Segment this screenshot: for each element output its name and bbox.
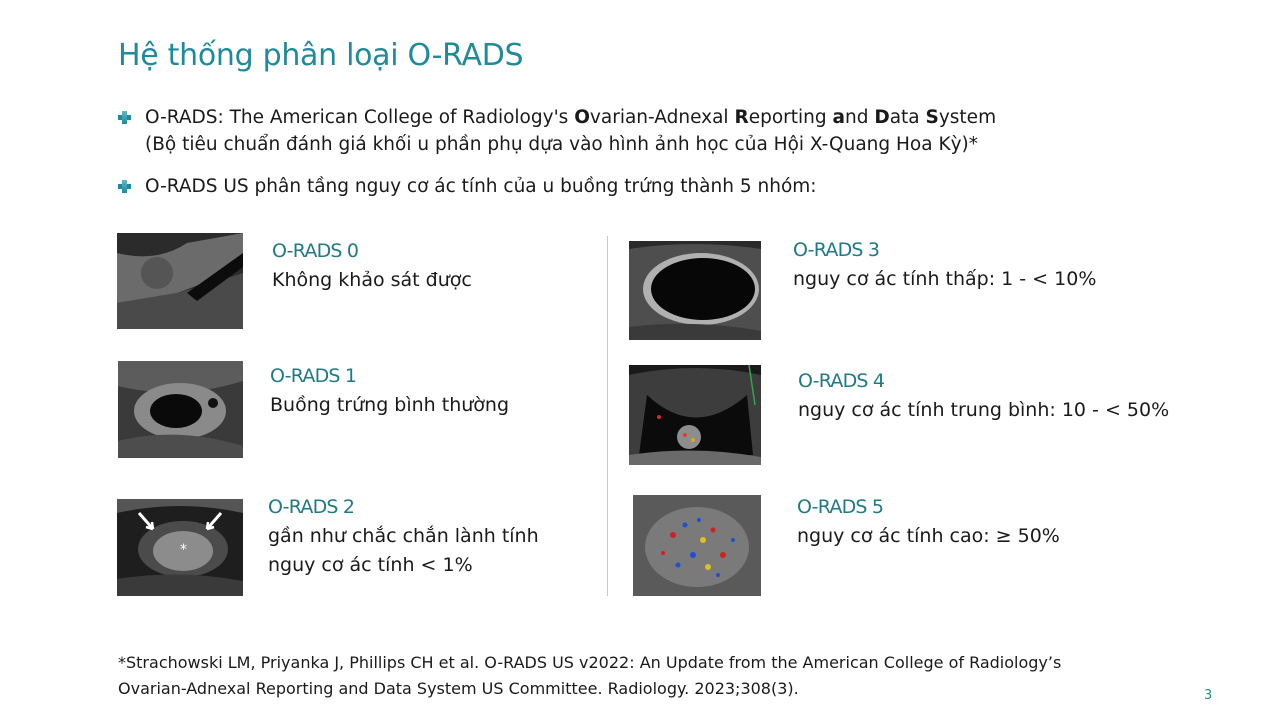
category-label: O-RADS 1 bbox=[270, 365, 357, 387]
bullet-line-2: (Bộ tiêu chuẩn đánh giá khối u phần phụ dựa vào hình ảnh học của Hội X-Quang Hoa Kỳ)* bbox=[145, 134, 978, 155]
category-description: Không khảo sát được bbox=[272, 269, 472, 291]
category-label: O-RADS 5 bbox=[797, 496, 884, 518]
acronym-letter-o: O bbox=[574, 107, 590, 128]
category-orads-2 bbox=[268, 493, 539, 580]
bullet-text-varian: varian-Adnexal bbox=[589, 107, 735, 128]
bullet-orads-definition bbox=[118, 104, 996, 158]
svg-text:*: * bbox=[180, 542, 187, 558]
bullet-text-ata: ata bbox=[889, 107, 926, 128]
bullet-orads-stratification bbox=[118, 173, 817, 200]
category-description-2: nguy cơ ác tính < 1% bbox=[268, 554, 473, 576]
category-orads-1 bbox=[270, 362, 509, 420]
ultrasound-image-orads-1 bbox=[118, 361, 243, 458]
bullet-text-eporting: eporting bbox=[748, 107, 833, 128]
category-label: O-RADS 3 bbox=[793, 239, 880, 261]
plus-bullet-icon bbox=[118, 111, 131, 124]
ultrasound-image-orads-2 bbox=[117, 499, 243, 596]
category-description: gần như chắc chắn lành tính bbox=[268, 525, 539, 547]
category-orads-0 bbox=[272, 237, 472, 295]
column-divider bbox=[607, 236, 608, 596]
category-orads-4 bbox=[798, 367, 1169, 425]
category-description: Buồng trứng bình thường bbox=[270, 394, 510, 416]
category-orads-3 bbox=[793, 236, 1096, 294]
slide-title: Hệ thống phân loại O-RADS bbox=[118, 38, 524, 73]
ultrasound-image-orads-3 bbox=[629, 241, 761, 340]
bullet-text-2: O-RADS US phân tầng nguy cơ ác tính của u buồng trứng thành 5 nhóm: bbox=[145, 176, 817, 197]
page-number: 3 bbox=[1204, 688, 1213, 703]
bullet-text-nd: nd bbox=[844, 107, 875, 128]
bullet-text-prefix: O-RADS: The American College of Radiology's bbox=[145, 107, 575, 128]
ultrasound-image-orads-0 bbox=[117, 233, 243, 329]
category-description: nguy cơ ác tính thấp: 1 - < 10% bbox=[793, 268, 1097, 290]
category-description: nguy cơ ác tính trung bình: 10 - < 50% bbox=[798, 399, 1170, 421]
plus-bullet-icon bbox=[118, 180, 131, 193]
acronym-letter-s: S bbox=[925, 107, 939, 128]
footnote-line-2: Ovarian-Adnexal Reporting and Data System US Committee. Radiology. 2023;308(3). bbox=[118, 679, 799, 698]
acronym-letter-a: a bbox=[832, 107, 845, 128]
ultrasound-image-orads-4 bbox=[629, 365, 761, 465]
category-label: O-RADS 4 bbox=[798, 370, 885, 392]
reference-footnote bbox=[118, 650, 1158, 702]
bullet-text-1 bbox=[145, 104, 996, 158]
ultrasound-image-orads-5 bbox=[633, 495, 761, 596]
acronym-letter-d: D bbox=[874, 107, 890, 128]
category-orads-5 bbox=[797, 493, 1060, 551]
category-label: O-RADS 0 bbox=[272, 240, 359, 262]
bullet-text-ystem: ystem bbox=[938, 107, 997, 128]
category-description: nguy cơ ác tính cao: ≥ 50% bbox=[797, 525, 1060, 547]
footnote-line-1: *Strachowski LM, Priyanka J, Phillips CH et al. O-RADS US v2022: An Update from the American College of Radiology’s bbox=[118, 653, 1062, 672]
bullet-line-1 bbox=[145, 104, 996, 131]
category-label: O-RADS 2 bbox=[268, 496, 355, 518]
acronym-letter-r: R bbox=[734, 107, 749, 128]
